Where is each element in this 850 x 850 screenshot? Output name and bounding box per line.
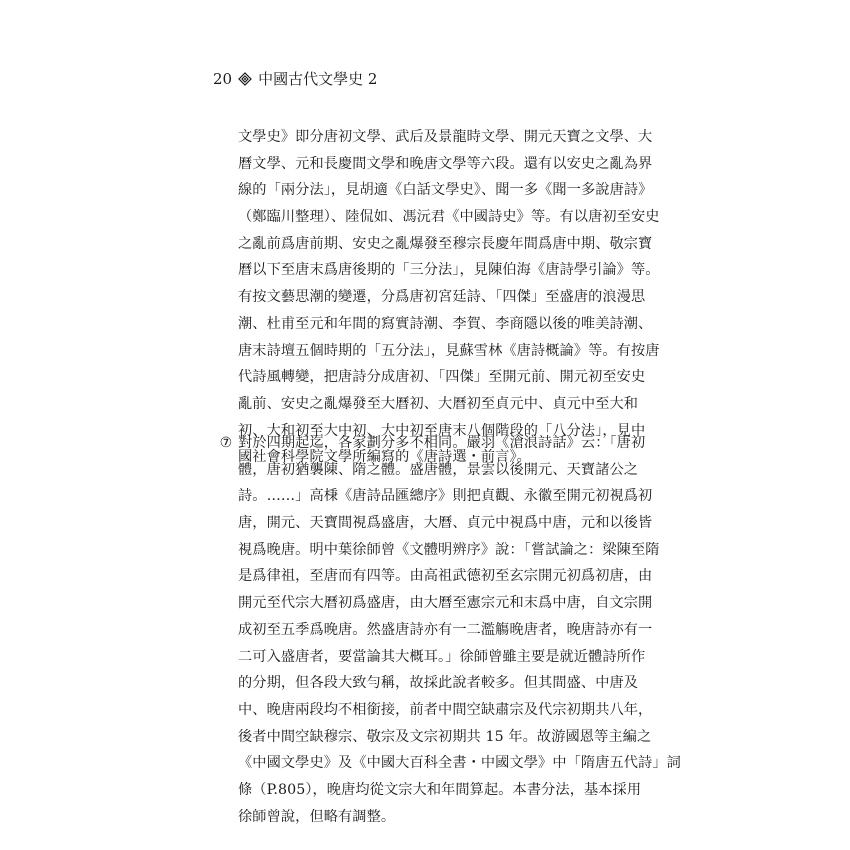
paragraph-line: 有按文藝思潮的變遷，分爲唐初宮廷詩、「四傑」至盛唐的浪漫思 (238, 289, 646, 306)
paragraph-line: 文學史》即分唐初文學、武后及景龍時文學、開元天寶之文學、大 (238, 129, 653, 145)
note-marker: ⑦ (219, 435, 233, 451)
note-line: 唐，開元、天寶間視爲盛唐，大曆、貞元中視爲中唐，元和以後皆 (238, 515, 653, 532)
endnote-7 (216, 430, 681, 830)
paragraph-line: 曆以下至唐末爲唐後期的「三分法」，見陳伯海《唐詩學引論》等。 (238, 262, 660, 279)
main-paragraph (238, 124, 660, 471)
paragraph-line: 國社會科學院文學所編寫的《唐詩選・前言》。 (238, 449, 531, 466)
paragraph-line: 唐末詩壇五個時期的「五分法」，見蘇雪林《唐詩概論》等。有按唐 (238, 342, 660, 359)
diamond-knot-icon (238, 72, 252, 86)
note-line: 開元至代宗大曆初爲盛唐，由大曆至憲宗元和末爲中唐，自文宗開 (238, 595, 653, 612)
note-line: 後者中間空缺穆宗、敬宗及文宗初期共 15 年。故游國恩等主編之 (238, 728, 652, 745)
note-line: 的分期，但各段大致勻稱，故採此說者較多。但其間盛、中唐及 (238, 675, 639, 692)
note-line: 徐師曾說，但略有調整。 (238, 808, 396, 825)
note-line: 是爲律祖，至唐而有四等。由高祖武德初至玄宗開元初爲初唐，由 (238, 568, 653, 585)
paragraph-line: 之亂前爲唐前期、安史之亂爆發至穆宗長慶年間爲唐中期、敬宗寶 (238, 235, 653, 252)
paragraph-line: 線的「兩分法」，見胡適《白話文學史》、聞一多《聞一多說唐詩》 (238, 182, 653, 199)
paragraph-line: （鄭臨川整理）、陸侃如、馮沅君《中國詩史》等。有以唐初至安史 (238, 209, 660, 226)
note-line: 視爲晚唐。明中葉徐師曾《文體明辨序》說：「嘗試論之：梁陳至隋 (238, 541, 660, 558)
note-line: 體，唐初猶襲陳、隋之體。盛唐體，景雲以後開元、天寶諸公之 (238, 461, 639, 478)
paragraph-line: 亂前、安史之亂爆發至大曆初、大曆初至貞元中、貞元中至大和 (238, 395, 639, 412)
paragraph-line: 代詩風轉變，把唐詩分成唐初、「四傑」至開元前、開元初至安史 (238, 369, 646, 386)
note-line: 成初至五季爲晚唐。然盛唐詩亦有一二濫觴晚唐者，晚唐詩亦有一 (238, 621, 653, 638)
paragraph-line: 潮、杜甫至元和年間的寫實詩潮、李賀、李商隱以後的唯美詩潮、 (238, 315, 653, 332)
page-number: 20 (213, 70, 233, 88)
note-line: 條（P.805），晚唐均從文宗大和年間算起。本書分法，基本採用 (238, 781, 642, 798)
running-header (213, 69, 377, 89)
note-line: 詩。……」高棅《唐詩品匯總序》則把貞觀、永徽至開元初視爲初 (238, 488, 653, 505)
note-text: 對於四期起迄，各家劃分多不相同。嚴羽《滄浪詩話》云：「唐初 (238, 435, 646, 451)
note-line: 《中國文學史》及《中國大百科全書・中國文學》中「隋唐五代詩」詞 (238, 755, 681, 772)
note-line: 二可入盛唐者，要當論其大概耳。」徐師曾雖主要是就近體詩所作 (238, 648, 646, 665)
note-line: 中、晚唐兩段均不相銜接，前者中間空缺肅宗及代宗初期共八年， (238, 701, 653, 718)
book-title: 中國古代文學史 2 (258, 70, 378, 88)
paragraph-line: 曆文學、元和長慶間文學和晚唐文學等六段。還有以安史之亂為界 (238, 155, 653, 172)
paragraph-line: 初、大和初至大中初、大中初至唐末八個階段的「八分法」，見中 (238, 422, 646, 439)
note-line (216, 430, 656, 457)
